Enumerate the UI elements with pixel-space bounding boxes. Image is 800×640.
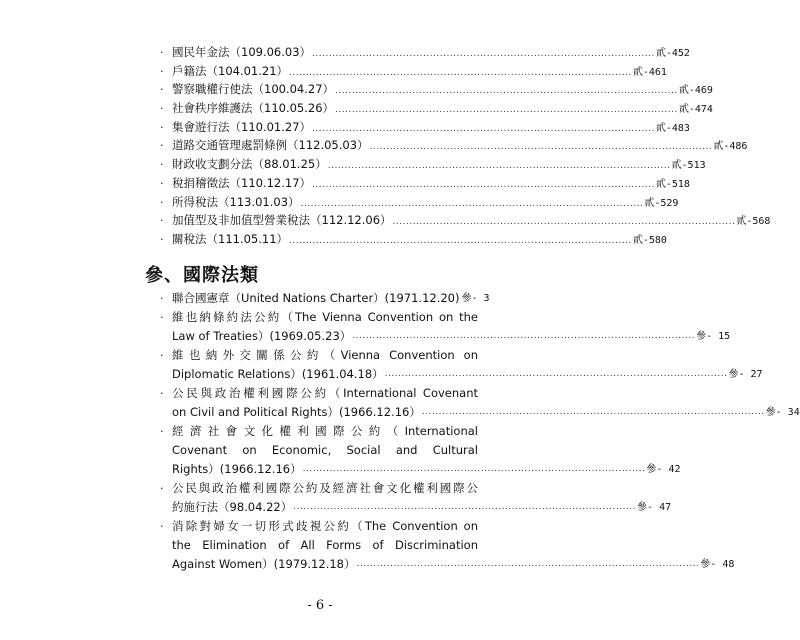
bullet: ‧	[160, 83, 164, 97]
toc-entry	[160, 44, 690, 63]
toc-entry	[160, 194, 679, 213]
bullet: ‧	[160, 102, 164, 116]
dot-leader: ......................................................................................................	[335, 105, 678, 116]
toc-entry	[160, 119, 690, 138]
entry-title: 戶籍法（104.01.21）	[172, 63, 289, 78]
bullet: ‧	[160, 158, 164, 172]
dot-leader: ......................................................................................................	[369, 142, 713, 153]
dot-leader: ......................................................................................................	[421, 407, 765, 417]
toc-entry	[160, 100, 713, 119]
domestic-law-list	[160, 44, 771, 250]
entry-page: 貳-518	[655, 178, 690, 190]
toc-entry	[160, 308, 731, 346]
dot-leader: ......................................................................................................	[293, 502, 637, 512]
toc-entry	[160, 175, 690, 194]
toc-entry	[160, 231, 667, 250]
entry-title-line: 聯合國憲章（United Nations Charter）(1971.12.20)	[172, 291, 460, 305]
bullet: ‧	[160, 64, 164, 78]
bullet: ‧	[160, 311, 164, 324]
entry-title-line: Covenant on Economic, Social and Cultural	[172, 443, 478, 457]
entry-title: 關稅法（111.05.11）	[172, 231, 289, 246]
international-law-list	[160, 289, 800, 574]
section-heading: 參、國際法類	[145, 265, 259, 286]
bullet: ‧	[160, 349, 164, 362]
entry-page: 貳-469	[678, 85, 713, 97]
entry-page: 參- 34	[765, 407, 800, 418]
bullet: ‧	[160, 292, 164, 305]
entry-title-line: Law of Treaties）(1969.05.23）	[172, 329, 352, 343]
bullet: ‧	[160, 425, 164, 438]
entry-title: 稅捐稽徵法（110.12.17）	[172, 175, 312, 190]
dot-leader: ......................................................................................................	[312, 49, 655, 59]
dot-leader: ......................................................................................................	[356, 559, 700, 569]
entry-title: 集會遊行法（110.01.27）	[172, 119, 312, 134]
entry-page: 貳-486	[713, 141, 748, 153]
entry-page: 參- 42	[646, 464, 681, 475]
bullet: ‧	[160, 232, 164, 246]
entry-title-line: Diplomatic Relations）(1961.04.18）	[172, 367, 384, 381]
entry-page: 貳-461	[632, 66, 667, 78]
entry-title-line: 經濟社會文化權利國際公約（International	[172, 424, 478, 438]
entry-title-line: 維也納外交關係公約（Vienna Convention on	[172, 348, 478, 362]
page-number: - 6 -	[307, 598, 333, 613]
toc-entry	[160, 517, 735, 574]
bullet: ‧	[160, 214, 164, 228]
entry-page: 貳-513	[671, 160, 706, 172]
entry-title-line: 約施行法（98.04.22）	[172, 500, 293, 514]
toc-entry	[160, 346, 763, 384]
toc-entry	[160, 81, 713, 100]
toc-entry	[160, 384, 800, 422]
entry-title-line: Against Women）(1979.12.18）	[172, 557, 356, 571]
entry-title: 社會秩序維護法（110.05.26）	[172, 101, 335, 116]
entry-page: 參- 3	[461, 293, 490, 304]
entry-page: 貳-529	[644, 197, 679, 209]
toc-entry	[160, 137, 748, 156]
entry-page: 參- 27	[728, 369, 763, 380]
bullet: ‧	[160, 120, 164, 134]
entry-page: 參- 48	[700, 559, 735, 570]
toc-entry	[160, 289, 490, 308]
dot-leader: ......................................................................................................	[289, 67, 632, 78]
bullet: ‧	[160, 387, 164, 400]
dot-leader: ......................................................................................................	[300, 198, 644, 209]
entry-title: 道路交通管理處罰條例（112.05.03）	[172, 138, 369, 153]
dot-leader: ......................................................................................................	[352, 331, 696, 341]
entry-page: 貳-452	[655, 48, 690, 59]
bullet: ‧	[160, 46, 164, 59]
toc-entry	[160, 422, 681, 479]
entry-title-line: 公民與政治權利國際公約及經濟社會文化權利國際公	[172, 481, 478, 495]
entry-title-line: 維也納條約法公約（The Vienna Convention on the	[172, 310, 478, 324]
entry-title: 財政收支劃分法（88.01.25）	[172, 157, 327, 172]
toc-entry	[160, 479, 672, 517]
bullet: ‧	[160, 176, 164, 190]
entry-page: 參- 47	[637, 502, 672, 513]
toc-entry	[160, 212, 771, 231]
dot-leader: ......................................................................................................	[327, 161, 671, 172]
entry-title-line: 消除對婦女一切形式歧視公約（The Convention on	[172, 519, 478, 533]
dot-leader: ......................................................................................................	[312, 179, 655, 190]
bullet: ‧	[160, 520, 164, 533]
entry-title-line: 公民與政治權利國際公約（International Covenant	[172, 386, 478, 400]
entry-title: 加值型及非加值型營業稅法（112.12.06）	[172, 213, 392, 228]
dot-leader: ......................................................................................................	[289, 235, 632, 246]
entry-page: 貳-580	[632, 234, 667, 246]
entry-title-line: on Civil and Political Rights）(1966.12.16）	[172, 405, 421, 419]
toc-entry	[160, 63, 667, 82]
entry-page: 貳-483	[655, 122, 690, 134]
entry-page: 參- 15	[696, 331, 731, 342]
entry-title: 國民年金法（109.06.03）	[172, 45, 312, 59]
entry-title-line: the Elimination of All Forms of Discrimination	[172, 538, 478, 552]
dot-leader: ......................................................................................................	[384, 369, 728, 379]
entry-page: 貳-568	[736, 216, 771, 228]
entry-title: 警察職權行使法（100.04.27）	[172, 82, 335, 97]
bullet: ‧	[160, 195, 164, 209]
toc-entry	[160, 156, 706, 175]
bullet: ‧	[160, 482, 164, 495]
dot-leader: ......................................................................................................	[392, 217, 736, 228]
dot-leader: ......................................................................................................	[335, 86, 678, 97]
bullet: ‧	[160, 139, 164, 153]
dot-leader: ......................................................................................................	[312, 123, 655, 134]
entry-page: 貳-474	[678, 104, 713, 116]
entry-title: 所得稅法（113.01.03）	[172, 194, 300, 209]
dot-leader: ......................................................................................................	[302, 464, 646, 474]
entry-title-line: Rights）(1966.12.16）	[172, 462, 302, 476]
